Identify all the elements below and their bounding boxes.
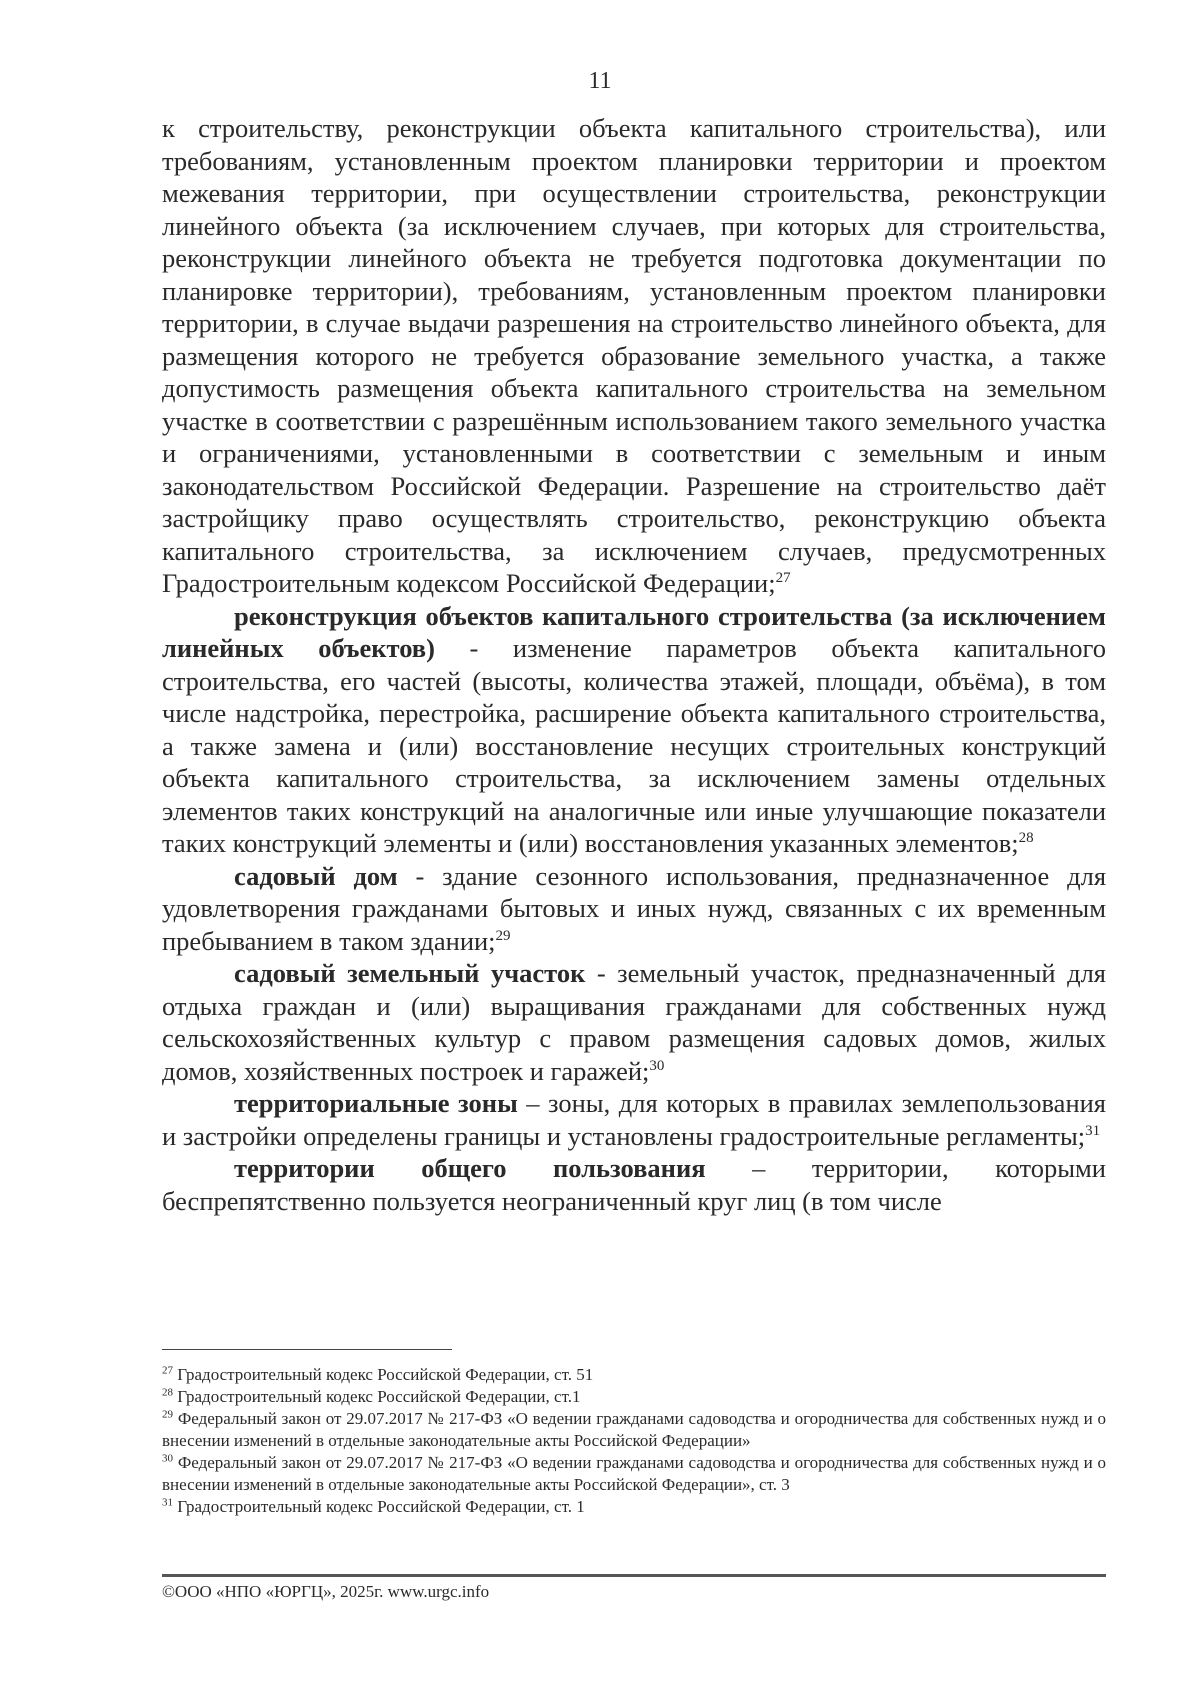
footnote-separator — [162, 1349, 452, 1350]
footnote-number: 29 — [162, 1408, 173, 1421]
paragraph-continuation — [162, 112, 1106, 600]
definition-text: - земельный участок, предназначенный для отдыха граждан и (или) выращивания гражданами для собственных нужд сельскохозяйственных культур с правом размещения садовых домов, жилых домов, хозяйственных построек и гаражей; — [162, 958, 1106, 1086]
footnote-text: Градостроительный кодекс Российской Федерации, ст. 51 — [173, 1365, 594, 1384]
footnote — [162, 1364, 1106, 1386]
footnote-ref: 29 — [495, 927, 511, 944]
footnote — [162, 1452, 1106, 1496]
definition-text: – территории, которыми беспрепятственно пользуется неограниченный круг лиц (в том числе — [162, 1153, 1106, 1216]
footnote-ref: 31 — [1085, 1122, 1101, 1139]
footnote — [162, 1386, 1106, 1408]
definition-text: – зоны, для которых в правилах землепользования и застройки определены границы и установлены градостроительные регламенты; — [162, 1088, 1106, 1151]
footnote — [162, 1408, 1106, 1452]
defined-term: реконструкция объектов капитального строительства (за исключением линейных объектов) — [162, 600, 1106, 663]
footnote-ref: 30 — [649, 1057, 665, 1074]
footnotes — [162, 1364, 1106, 1518]
defined-term: садовый дом — [234, 860, 398, 891]
footnote-text: Градостроительный кодекс Российской Федерации, ст. 1 — [173, 1497, 585, 1516]
footnote-number: 31 — [162, 1496, 173, 1509]
definition-paragraph — [162, 860, 1106, 958]
footnote-number: 27 — [162, 1364, 173, 1377]
footnote-ref: 27 — [775, 570, 791, 587]
definition-paragraph — [162, 1152, 1106, 1217]
body-text — [162, 112, 1106, 1217]
defined-term: территориальные зоны — [234, 1088, 518, 1118]
paragraph-text: к строительству, реконструкции объекта капитального строительства), или требованиям, установленным проектом планировки территории и проектом межевания территории, при осуществлении строительства, реконструкции линейного объекта (за исключением случаев, при которых для строительства, реконструкции линейного объекта не требуется подготовка документации по планировке территории), требованиям, установленным проектом планировки территории, в случае выдачи разрешения на строительство линейного объекта, для размещения которого не требуется образование земельного участка, а также допустимость размещения объекта капитального строительства на земельном участке в соответствии с разрешённым использованием такого земельного участка и ограничениями, установленными в соответствии с земельным и иным законодательством Российской Федерации. Разрешение на строительство даёт застройщику право осуществлять строительство, реконструкцию объекта капитального строительства, за исключением случаев, предусмотренных Градостроительным кодексом Российской Федерации; — [162, 113, 1106, 598]
page-number: 11 — [588, 68, 612, 94]
footnote-text: Федеральный закон от 29.07.2017 № 217-ФЗ «О ведении гражданами садоводства и огородничества для собственных нужд и о внесении изменений в отдельные законодательные акты Российской Федерации», ст. 3 — [162, 1453, 1106, 1494]
footnote-number: 30 — [162, 1452, 173, 1465]
footnote — [162, 1496, 1106, 1518]
footer-separator — [162, 1574, 1106, 1577]
footnote-ref: 28 — [1018, 830, 1034, 847]
footer-copyright: ©ООО «НПО «ЮРГЦ», 2025г. www.urgc.info — [162, 1582, 490, 1601]
definition-paragraph — [162, 1087, 1106, 1152]
definition-paragraph — [162, 957, 1106, 1087]
defined-term: садовый земельный участок — [234, 958, 586, 988]
definition-text: - здание сезонного использования, предназначенное для удовлетворения гражданами бытовых и иных нужд, связанных с их временным пребыванием в таком здании; — [162, 860, 1107, 956]
footnote-text: Градостроительный кодекс Российской Федерации, ст.1 — [173, 1387, 581, 1406]
defined-term: территории общего пользования — [234, 1153, 706, 1183]
definition-text: - изменение параметров объекта капитального строительства, его частей (высоты, количества этажей, площади, объёма), в том числе надстройка, перестройка, расширение объекта капитального строительства, а также замена и (или) восстановление несущих строительных конструкций объекта капитального строительства, за исключением замены отдельных элементов таких конструкций на аналогичные или иные улучшающие показатели таких конструкций элементы и (или) восстановления указанных элементов; — [162, 633, 1106, 858]
footnote-text: Федеральный закон от 29.07.2017 № 217-ФЗ «О ведении гражданами садоводства и огородничества для собственных нужд и о внесении изменений в отдельные законодательные акты Российской Федерации» — [162, 1409, 1106, 1450]
definition-paragraph — [162, 600, 1106, 860]
footnote-number: 28 — [162, 1386, 173, 1399]
